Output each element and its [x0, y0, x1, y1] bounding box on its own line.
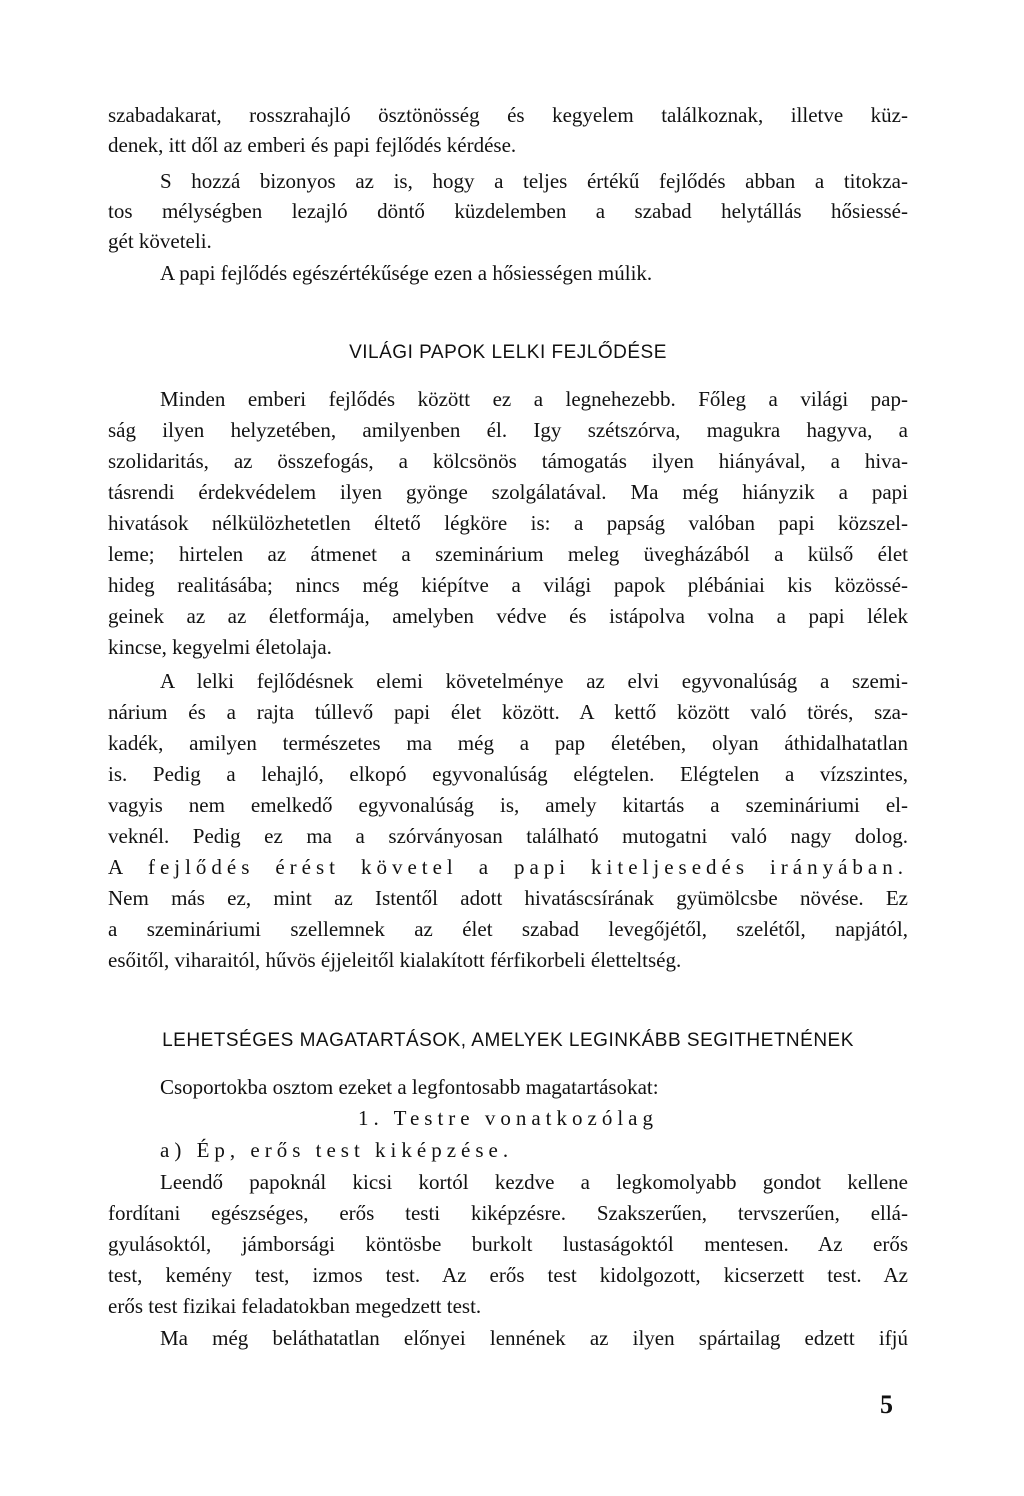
item-heading: a) Ép, erős test kiképzése.	[160, 1138, 514, 1162]
paragraph-line: kadék, amilyen természetes ma még a pap életében, olyan áthidalhatatlan	[108, 731, 908, 755]
paragraph-line: vagyis nem emelkedő egyvonalúság is, amely kitartás a szemináriumi el-	[108, 793, 908, 817]
section-heading: LEHETSÉGES MAGATARTÁSOK, AMELYEK LEGINKÁBB SEGITHETNÉNEK	[162, 1030, 854, 1051]
paragraph-line: gét követeli.	[108, 229, 212, 253]
paragraph-line: tos mélységben lezajló döntő küzdelemben a szabad helytállás hősiessé-	[108, 199, 908, 223]
section-heading: VILÁGI PAPOK LELKI FEJLŐDÉSE	[349, 342, 667, 363]
paragraph-line: A fejlődés érést követel a papi kiteljesedés irányában.	[108, 855, 908, 879]
intro-line: Csoportokba osztom ezeket a legfontosabb magatartásokat:	[160, 1075, 659, 1099]
paragraph-line: hivatások nélkülözhetetlen éltető légköre is: a papság valóban papi közszel-	[108, 511, 908, 535]
paragraph-line: kincse, kegyelmi életolaja.	[108, 635, 332, 659]
paragraph-line: denek, itt dől az emberi és papi fejlődés kérdése.	[108, 133, 517, 157]
paragraph-line: ság ilyen helyzetében, amilyenben él. Igy szétszórva, magukra hagyva, a	[108, 418, 908, 442]
paragraph-line: szabadakarat, rosszrahajló ösztönösség és kegyelem találkoznak, illetve küz-	[108, 103, 908, 127]
paragraph-line: Leendő papoknál kicsi kortól kezdve a legkomolyabb gondot kellene	[160, 1170, 908, 1194]
page-number: 5	[880, 1390, 893, 1419]
paragraph-line: a szemináriumi szellemnek az élet szabad levegőjétől, szelétől, napjától,	[108, 917, 908, 941]
paragraph-line: nárium és a rajta túllevő papi élet között. A kettő között való törés, sza-	[108, 700, 908, 724]
paragraph-line: leme; hirtelen az átmenet a szeminárium meleg üvegházából a külső élet	[108, 542, 908, 566]
paragraph-line: fordítani egészséges, erős testi kiképzésre. Szakszerűen, tervszerűen, ellá-	[108, 1201, 908, 1225]
paragraph-line: hideg realitásába; nincs még kiépítve a világi papok plébániai kis közössé-	[108, 573, 908, 597]
paragraph-line: Nem más ez, mint az Istentől adott hivatáscsírának gyümölcsbe növése. Ez	[108, 886, 908, 910]
paragraph-line: A papi fejlődés egészértékűsége ezen a hősiességen múlik.	[160, 261, 653, 285]
paragraph-line: Minden emberi fejlődés között ez a legnehezebb. Főleg a világi pap-	[160, 387, 908, 411]
paragraph-line: erős test fizikai feladatokban megedzett test.	[108, 1294, 482, 1318]
paragraph-line: test, kemény test, izmos test. Az erős test kidolgozott, kicserzett test. Az	[108, 1263, 908, 1287]
paragraph-line: geinek az az életformája, amelyben védve és istápolva volna a papi lélek	[108, 604, 908, 628]
paragraph-line: is. Pedig a lehajló, elkopó egyvonalúság elégtelen. Elégtelen a vízszintes,	[108, 762, 908, 786]
paragraph-line: A lelki fejlődésnek elemi követelménye az elvi egyvonalúság a szemi-	[160, 669, 908, 693]
paragraph-line: tásrendi érdekvédelem ilyen gyönge szolgálatával. Ma még hiányzik a papi	[108, 480, 908, 504]
paragraph-line: veknél. Pedig ez ma a szórványosan található mutogatni való nagy dolog.	[108, 824, 908, 848]
paragraph-line: gyulásoktól, jámborsági köntösbe burkolt lustaságoktól mentesen. Az erős	[108, 1232, 908, 1256]
subsection-heading: 1. Testre vonatkozólag	[357, 1106, 658, 1130]
paragraph-line: Ma még beláthatatlan előnyei lennének az ilyen spártailag edzett ifjú	[160, 1326, 908, 1350]
paragraph-line: S hozzá bizonyos az is, hogy a teljes értékű fejlődés abban a titokza-	[160, 169, 908, 193]
paragraph-line: szolidaritás, az összefogás, a kölcsönös támogatás ilyen hiányával, a hiva-	[108, 449, 908, 473]
paragraph-line: esőitől, viharaitól, hűvös éjjeleitől kialakított férfikorbeli életteltség.	[108, 948, 682, 972]
